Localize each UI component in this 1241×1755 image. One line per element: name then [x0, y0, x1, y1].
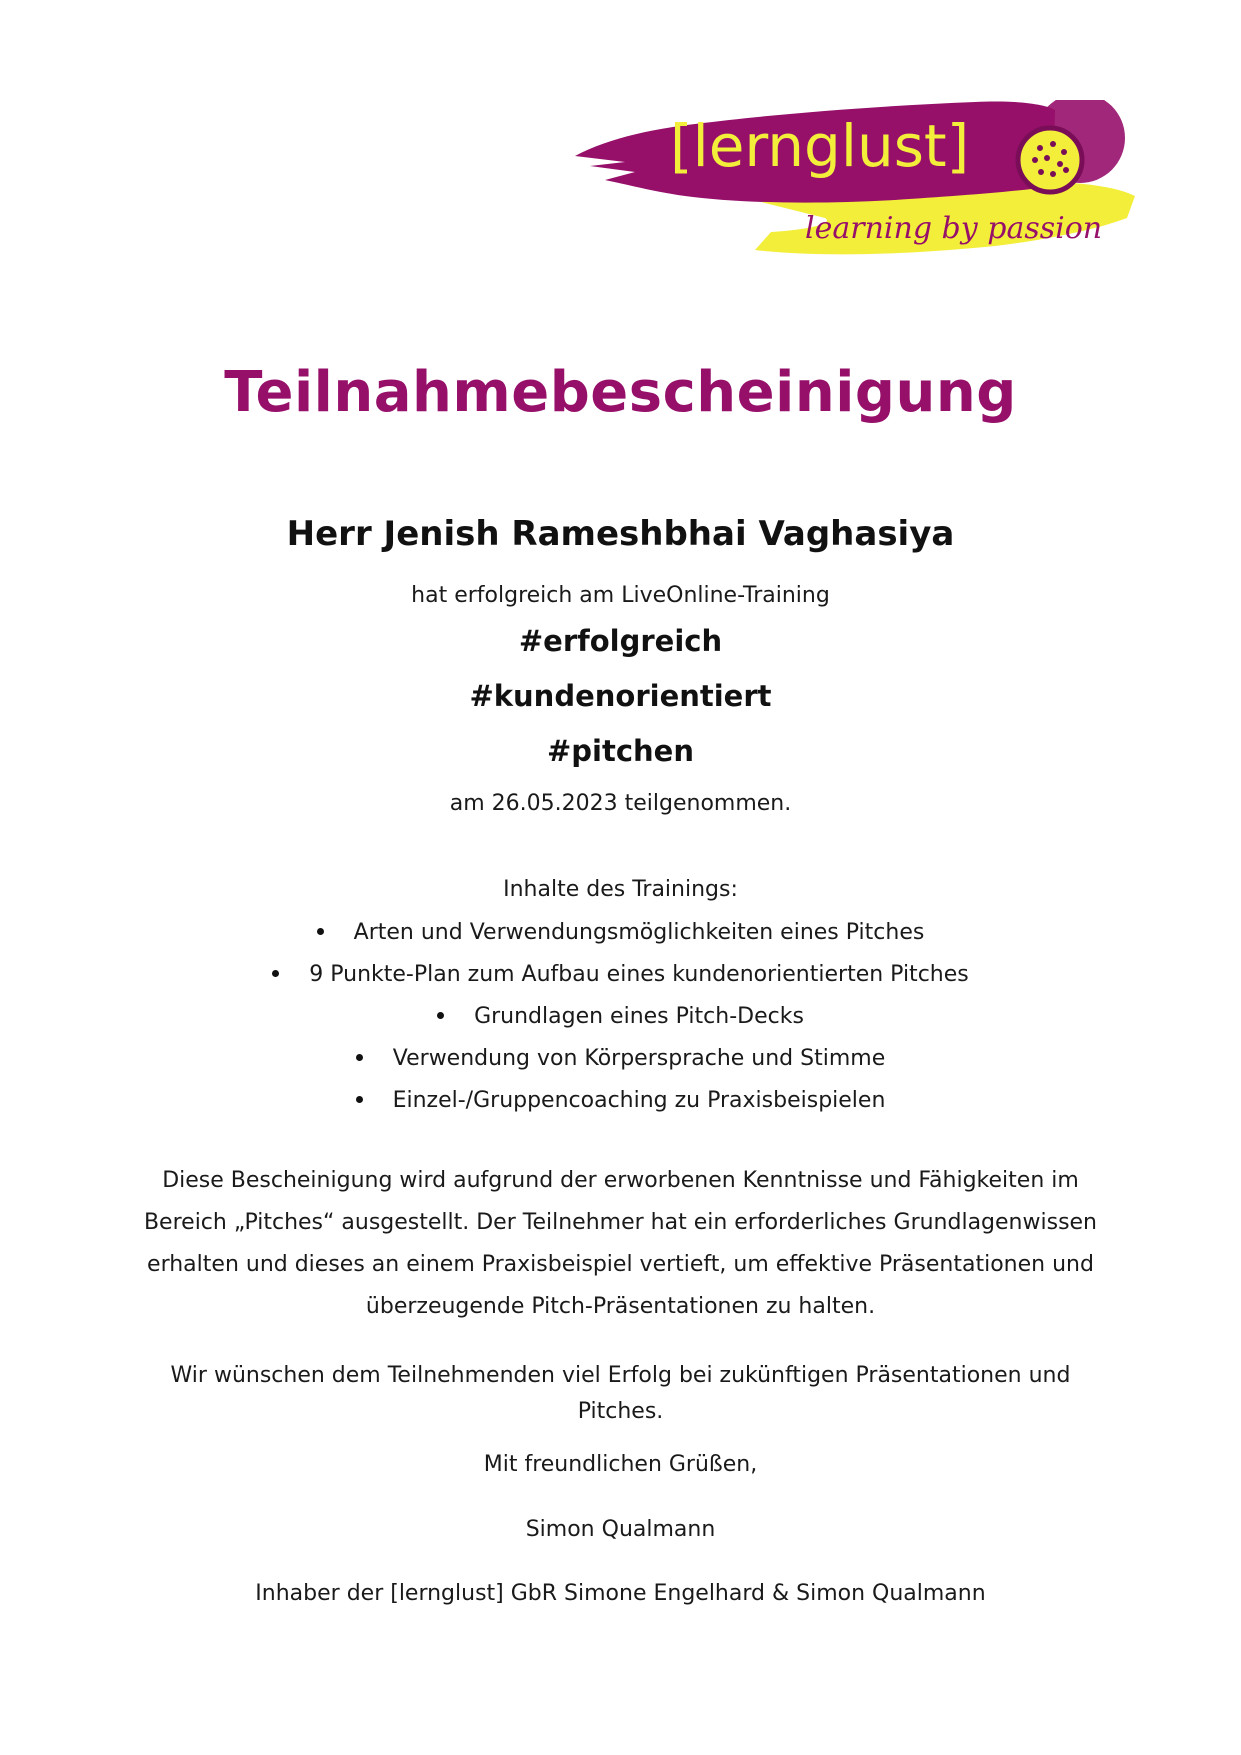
bullet-icon — [356, 1096, 363, 1103]
contents-list — [0, 912, 1241, 1122]
intro-line: hat erfolgreich am LiveOnline-Training — [411, 583, 830, 608]
list-item: Arten und Verwendungsmöglichkeiten eines Pitches — [0, 912, 1241, 954]
logo-brand-text: [lernglust] — [670, 112, 970, 180]
tag-pitchen: #pitchen — [546, 734, 694, 768]
date-line: am 26.05.2023 teilgenommen. — [449, 791, 792, 816]
bullet-icon — [356, 1054, 363, 1061]
certificate-title: Teilnahmebescheinigung — [224, 360, 1017, 425]
wish-paragraph: Wir wünschen dem Teilnehmenden viel Erfolg bei zukünftigen Präsentationen und Pitches. — [170, 1363, 1071, 1424]
recipient-name: Herr Jenish Rameshbhai Vaghasiya — [286, 514, 955, 554]
signer-role: Inhaber der [lernglust] GbR Simone Engelhard & Simon Qualmann — [255, 1581, 986, 1606]
tag-kundenorientiert: #kundenorientiert — [469, 679, 772, 713]
logo-slogan-text: learning by passion — [805, 211, 1103, 246]
bullet-icon — [437, 1012, 444, 1019]
bullet-icon — [272, 970, 279, 977]
list-item: Grundlagen eines Pitch-Decks — [0, 996, 1241, 1038]
bullet-icon — [317, 928, 324, 935]
list-item: Einzel-/Gruppencoaching zu Praxisbeispielen — [0, 1080, 1241, 1122]
signer-name: Simon Qualmann — [525, 1517, 716, 1542]
tag-erfolgreich: #erfolgreich — [518, 624, 723, 658]
passion-fruit-icon — [1018, 128, 1082, 192]
list-item: 9 Punkte-Plan zum Aufbau eines kundenorientierten Pitches — [0, 954, 1241, 996]
certificate-paragraph: Diese Bescheinigung wird aufgrund der erworbenen Kenntnisse und Fähigkeiten im Bereich „Pitches“ ausgestellt. Der Teilnehmer hat ein erforderliches Grundlagenwissen erhalten und dieses an einem Praxisbeispiel vertieft, um effektive Präsentationen und überzeugende Pitch-Präsentationen zu halten. — [143, 1168, 1098, 1319]
list-item: Verwendung von Körpersprache und Stimme — [0, 1038, 1241, 1080]
closing-line: Mit freundlichen Grüßen, — [483, 1452, 758, 1477]
contents-heading: Inhalte des Trainings: — [503, 877, 738, 902]
lernglust-logo — [575, 100, 1175, 290]
